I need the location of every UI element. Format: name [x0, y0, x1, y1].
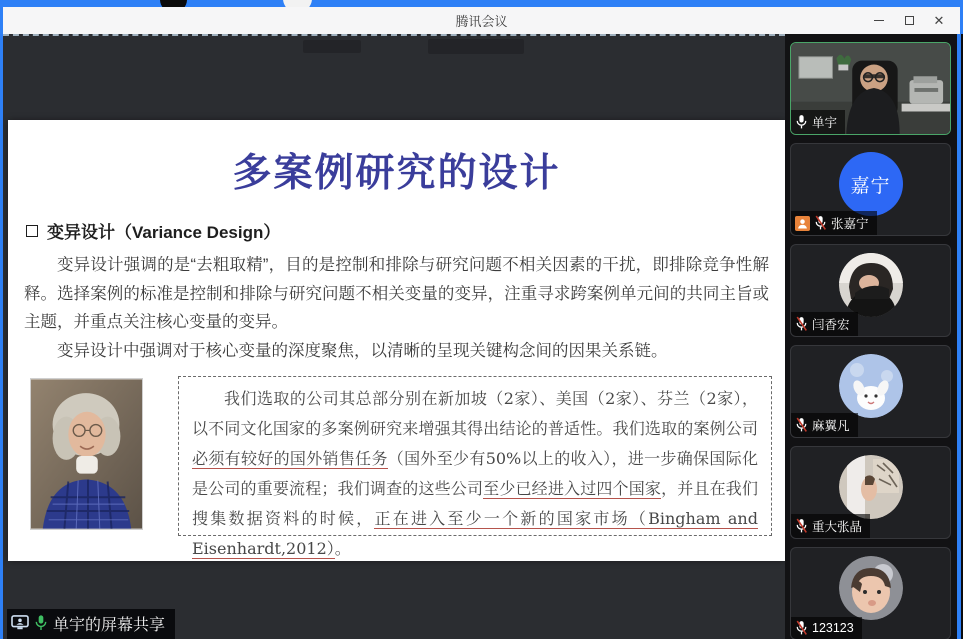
avatar-photo: [839, 455, 903, 519]
avatar-photo: [839, 354, 903, 418]
slide-heading: [26, 218, 785, 243]
participant-tile-shanyu[interactable]: [790, 42, 951, 135]
mic-muted-icon: [795, 620, 808, 636]
participant-name: 张嘉宁: [831, 217, 869, 231]
quote-segment: （国外至少有50%以上的收入），进一步确保国际化是公司的重要流程；我们调查的这些公司: [192, 449, 758, 498]
quote-box: [178, 376, 772, 558]
participant-name: 闫香宏: [812, 318, 850, 332]
close-icon: ✕: [933, 12, 945, 28]
participant-tile-yanxianghong[interactable]: [790, 244, 951, 337]
participant-name-tag: [791, 413, 858, 437]
avatar: 嘉宁: [839, 152, 903, 216]
screen-share-area: [3, 34, 785, 639]
background-window-remnant: [303, 40, 361, 53]
background-window-remnant: [428, 39, 524, 54]
participant-name: 麻翼凡: [812, 419, 850, 433]
participant-tile-mayifan[interactable]: [790, 345, 951, 438]
slide-title: 多案例研究的设计: [232, 152, 561, 195]
participants-sidebar: [785, 34, 960, 639]
slide-paragraph-1: 变异设计强调的是“去粗取精”，目的是控制和排除与研究问题不相关因素的干扰，即排除竞争性解释。选择案例的标准是控制和排除与研究问题不相关变量的变异，注重寻求跨案例单元间的共同主旨或主题，并重点关注核心变量的变异。: [24, 256, 769, 331]
quote-segment: ，并且在我们搜集数据资料的时候，: [192, 479, 758, 528]
maximize-icon: [905, 16, 914, 25]
close-button[interactable]: [924, 7, 954, 34]
eisenhardt-portrait-photo: [30, 378, 143, 530]
avatar-photo: [839, 556, 903, 620]
quote-segment-underlined: 必须有较好的国外销售任务: [192, 449, 388, 468]
minimize-icon: [874, 20, 884, 22]
mic-muted-icon: [795, 417, 808, 433]
maximize-button[interactable]: [894, 7, 924, 34]
participant-name-tag: [791, 312, 858, 336]
avatar-photo: [839, 253, 903, 317]
presentation-slide: [8, 120, 785, 561]
participant-name: 单宇: [812, 116, 838, 130]
square-bullet-icon: [26, 225, 38, 237]
mic-on-icon: [34, 614, 48, 632]
meeting-body: [3, 34, 960, 639]
mic-muted-icon: [814, 215, 827, 231]
slide-paragraph-2: 变异设计中强调对于核心变量的深度聚焦，以清晰的呈现关键构念间的因果关系链。: [57, 341, 668, 360]
quote-segment: 。: [334, 539, 351, 558]
mic-on-icon: [795, 114, 808, 130]
participant-name-tag: [791, 110, 845, 134]
quote-segment-underlined: 至少已经进入过四个国家: [483, 479, 662, 498]
minimize-button[interactable]: [864, 7, 894, 34]
window-titlebar: [3, 7, 960, 34]
participant-name-tag: [791, 617, 862, 639]
quote-segment: 我们选取的公司其总部分别在新加坡（2家）、美国（2家）、芬兰（2家），以不同文化国家的多案例研究来增强其得出结论的普适性。我们选取的案例公司: [192, 389, 758, 438]
mic-muted-icon: [795, 316, 808, 332]
screen-share-label-text: 单宇的屏幕共享: [53, 616, 166, 634]
screen-share-label[interactable]: [7, 609, 175, 639]
quote-segment-underlined: 正在进入至少一个新的国家市场（Bingham and Eisenhardt,2012）: [192, 509, 758, 558]
screen-share-icon: [11, 615, 29, 631]
participant-tile-zhangjing[interactable]: [790, 446, 951, 539]
participant-name: 重大张晶: [812, 520, 863, 534]
member-icon: [795, 216, 810, 231]
participant-name: 123123: [812, 621, 854, 635]
window-title: 腾讯会议: [455, 14, 508, 29]
participant-tile-zhangjianing[interactable]: [790, 143, 951, 236]
slide-heading-text: 变异设计（Variance Design）: [47, 223, 281, 242]
window-controls: [864, 7, 954, 34]
mic-muted-icon: [795, 518, 808, 534]
participant-name-tag: [791, 211, 877, 235]
participant-name-tag: [791, 514, 870, 538]
participant-tile-123123[interactable]: [790, 547, 951, 639]
